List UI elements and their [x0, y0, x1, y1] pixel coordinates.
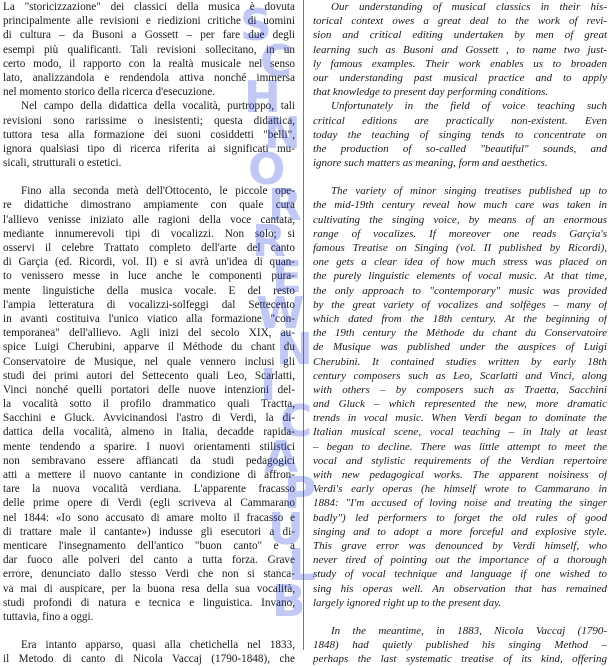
text-line: La "storicizzazione" dei classici della musica è dovuta [3, 1, 295, 13]
paragraph [3, 99, 295, 170]
text-line: de Musique was published under the auspices of Luigi [313, 341, 607, 354]
text-line: Vinci nonché quelli portatori delle nuove intenzioni del- [3, 383, 295, 396]
paragraph [3, 184, 295, 624]
text-line: the 19th century the Méthode du chant du Conservatoire [313, 327, 607, 340]
text-line: Our understanding of musical classics in their his- [331, 1, 607, 13]
text-line: This grave error was denounced by Verdi himself, who [313, 539, 607, 552]
text-line: Verdi's early operas (he himself wrote to Cammarano in [313, 483, 607, 496]
text-line: ignore such matters as meaning, form and aesthetics. [313, 157, 548, 170]
text-line: largely ignored right up to the present day. [313, 596, 502, 609]
text-line: temporanea" dell'allievo. Agli inizi del secolo XIX, au- [3, 327, 295, 340]
watermark-glyph: U [268, 504, 304, 555]
text-line: va mai di auspicare, per la buona resa della sua vocalità, [3, 582, 295, 595]
text-line: nel 1844: «Io sono accusato di amare molto il fracasso e [3, 511, 295, 524]
text-line: that knowledge to present day performing conditions. [313, 86, 549, 99]
text-line: ignora qualsiasi tipo di ricerca riferita ai significati mu- [3, 142, 295, 155]
text-line: 1884: "I'm accused of loving noise and treating the singer [313, 497, 607, 510]
text-line: dar fuoco alle polveri del canto a tutta forza. Grave [3, 554, 295, 567]
text-line: menticare l'insegnamento dell'antico "buon canto" e a [3, 539, 295, 552]
text-line: Era intanto apparso, quasi alla chetichella nel 1833, [21, 639, 295, 652]
text-line: and Gluck – which represented the new, more dramatic [313, 398, 607, 411]
watermark-glyph: N [276, 324, 313, 375]
text-line: by the great variety of vocalizes and solfèges – many of [313, 298, 607, 311]
text-line: with others – by composers such as Traetta, Sacchini [313, 383, 607, 396]
text-line: Cherubini. It contained studies written by early 18th [313, 355, 607, 368]
column-divider [303, 0, 304, 650]
text-line: today the teaching of singing tends to concentrate on [313, 128, 607, 141]
text-line: perhaps the last systematic treatise of its kind, offering [313, 653, 607, 666]
text-line: critical editions are practically non-existent. Even [313, 114, 607, 127]
text-line: never tired of pointing out the importance of a thorough [313, 554, 607, 567]
text-line: Sacchini e Gluck. Avvicinandosi l'astro di Verdi, la di- [3, 412, 295, 425]
text-line: sion and critical editing undertaken by men of great [313, 29, 607, 42]
text-line: in avanti costituiva l'unico viatico alla formazione "con- [3, 312, 295, 325]
text-line: osservi il celebre Trattato completo dell'arte del canto [3, 242, 295, 254]
text-line: cultivating the singing voice, by means of an enormous [313, 213, 607, 226]
text-line: dattica della vocalità, almeno in Italia, decadde rapida- [3, 426, 295, 439]
text-line: studi dei primi autori del Settecento quali Leo, Scarlatti, [3, 369, 295, 382]
text-line: Italian musical scene, vocal teaching – in Italy at least [313, 426, 607, 439]
text-line: century composers such as Leo, Scarlatti and Vinci, along [313, 369, 607, 382]
text-line: trends in vocal music. When Verdi began to dominate the [313, 412, 607, 425]
watermark-glyph: E [272, 252, 303, 303]
text-line: mente linguistiche della musica vocale. E del resto [3, 284, 295, 297]
paragraph [313, 0, 607, 99]
text-line: tuttora tesa alla formazione dei suoni cosiddetti "belli", [3, 128, 295, 141]
text-line: tare la nuova vocalità verdiana. L'apparente fracasso [3, 483, 295, 496]
watermark-glyph: P [284, 468, 317, 519]
text-line: learning such as Busoni and Gossett , to name two just- [313, 43, 607, 56]
paragraph [313, 99, 607, 170]
english-text-column [313, 0, 607, 666]
watermark-glyph: C [260, 36, 293, 87]
text-line: study of vocal technique and language if one wished to [313, 568, 607, 581]
text-line: 1848) had quietly published his singing Method – [313, 639, 607, 652]
text-line: studi profondi di natura e tecnica e linguistica. Invano, [3, 596, 295, 609]
text-line: delle prime opere di Verdi (egli scriveva al Cammarano [3, 497, 295, 510]
watermark-glyph: I [260, 360, 277, 411]
text-line: the mid-19th century reveal how much care was taken in [313, 199, 607, 212]
text-line: atti a mettere il nuovo cantante in condizione di affron- [3, 469, 295, 481]
text-line: our understanding past musical practice and to apply [313, 71, 607, 84]
text-line: one gets a clear idea of how much stress was placed on [313, 256, 607, 269]
text-line: esempi più qualificanti. Tali revisioni sollecitano, in un [3, 43, 295, 56]
text-line: torical context owes a great deal to the work of revi- [313, 15, 607, 28]
text-line: the purely linguistic elements of vocal music. At that time, [313, 270, 607, 283]
text-line: singing and to adopt a more forceful and explosive style. [313, 525, 607, 538]
watermark-glyph: A [264, 432, 299, 483]
text-line: l'allievo venisse iniziato alle ragioni della voce cantata, [3, 213, 295, 226]
text-line: errore, denunciato dallo stesso Verdi che non si stanca- [3, 568, 295, 581]
text-line: non sembravano essere affiancati da studi pedagogici [3, 454, 295, 467]
text-line: The variety of minor singing treatises published up to [331, 185, 607, 198]
text-line: vocal and stylistic requirements of the Verdian repertoire [313, 454, 607, 467]
watermark-glyph: R [268, 180, 302, 231]
text-line: – began to decline. There was little attempt to meet the [313, 440, 607, 453]
text-line: mente tendendo a sparire. I nuovi orientamenti stilistici [3, 440, 295, 453]
watermark-glyph: S [240, 0, 272, 51]
text-line: di trattare male il cantante») indusse gli esecutori a di- [3, 525, 295, 538]
paragraph [313, 184, 607, 610]
text-line: nel momento storico della ricerca d'esecuzione. [3, 86, 215, 99]
text-line: Nel campo della didattica della vocalità, purtroppo, tali [21, 100, 295, 113]
watermark-glyph: R [252, 216, 286, 267]
text-line: the only approach to "contemporary" music was provided [313, 284, 607, 297]
text-line: range of vocalizes. If moreover one reads Garçia's [313, 227, 607, 240]
paragraph [313, 624, 607, 666]
watermark-glyph: N [264, 108, 301, 159]
text-line: di Garçia (ed. Ricordi, vol. II) e si avrà un'idea di quan- [3, 256, 295, 269]
text-line: with new pedagogical works. The apparent noisiness of [313, 469, 607, 481]
italian-text-column [3, 0, 295, 666]
text-line: principalmente alle revisioni e riedizioni critiche di uomini [3, 15, 295, 28]
text-line: Conservatoire de Musique, nel quale vennero inclusi gli [3, 355, 295, 368]
text-line: revisioni sono rarissime o inesistenti; questa didattica, [3, 114, 295, 127]
text-line: sicali, strutturali o estetici. [3, 157, 122, 170]
text-line: Unfortunately in the field of voice teaching such [331, 100, 607, 113]
text-line: mediante innumerevoli tipi di vocalizzi. Non solo; si [3, 227, 295, 240]
watermark-glyph: C [280, 396, 313, 447]
text-line: l'ampia letteratura di vocalizzi-solfeggi dal Settecento [3, 298, 295, 311]
text-line: di cultura – da Busoni a Gossett – per fare due degli [3, 29, 295, 42]
text-line: ly famous examples. Their work enables us to broaden [313, 57, 607, 70]
watermark-glyph: B [272, 576, 306, 627]
text-line: lato, analizzandola e rendendola attiva nonché immersa [3, 71, 295, 84]
text-line: la vocalità sotto il profilo drammatico quali Tractta, [3, 398, 295, 411]
text-line: il Metodo di canto di Nicola Vaccaj (1790-1848), che [3, 653, 295, 666]
watermark-glyph: W [256, 288, 305, 339]
paragraph [3, 0, 295, 99]
text-line: spice Luigi Cherubini, apparve il Méthode du chant du [3, 341, 295, 354]
watermark-glyph: L [288, 540, 317, 591]
watermark-glyph: H [244, 72, 281, 123]
text-line: to venissero messe in luce anche le componenti pura- [3, 270, 295, 283]
paragraph [3, 638, 295, 666]
text-line: which dated from the 18th century. At the beginning of [313, 312, 607, 325]
text-line: famous Treatise on Singing (vol. II published by Ricordi), [313, 242, 607, 254]
text-line: certo modo, il rapporto con la realtà musicale nel senso [3, 57, 295, 70]
watermark-glyph: O [248, 144, 286, 195]
text-line: In the meantime, in 1883, Nicola Vaccaj (1790- [331, 624, 607, 637]
text-line: the production of so-called "beautiful" sounds, and [313, 142, 607, 155]
text-line: tuttavia, fino a oggi. [3, 610, 94, 623]
text-line: Fino alla seconda metà dell'Ottocento, le piccole ope- [21, 185, 295, 198]
text-line: badly") led performers to forget the old rules of good [313, 511, 607, 524]
text-line: re didattiche dimostrano ampiamente con quale cura [3, 199, 295, 212]
text-line: sing his operas well. An observation that has remained [313, 582, 607, 595]
